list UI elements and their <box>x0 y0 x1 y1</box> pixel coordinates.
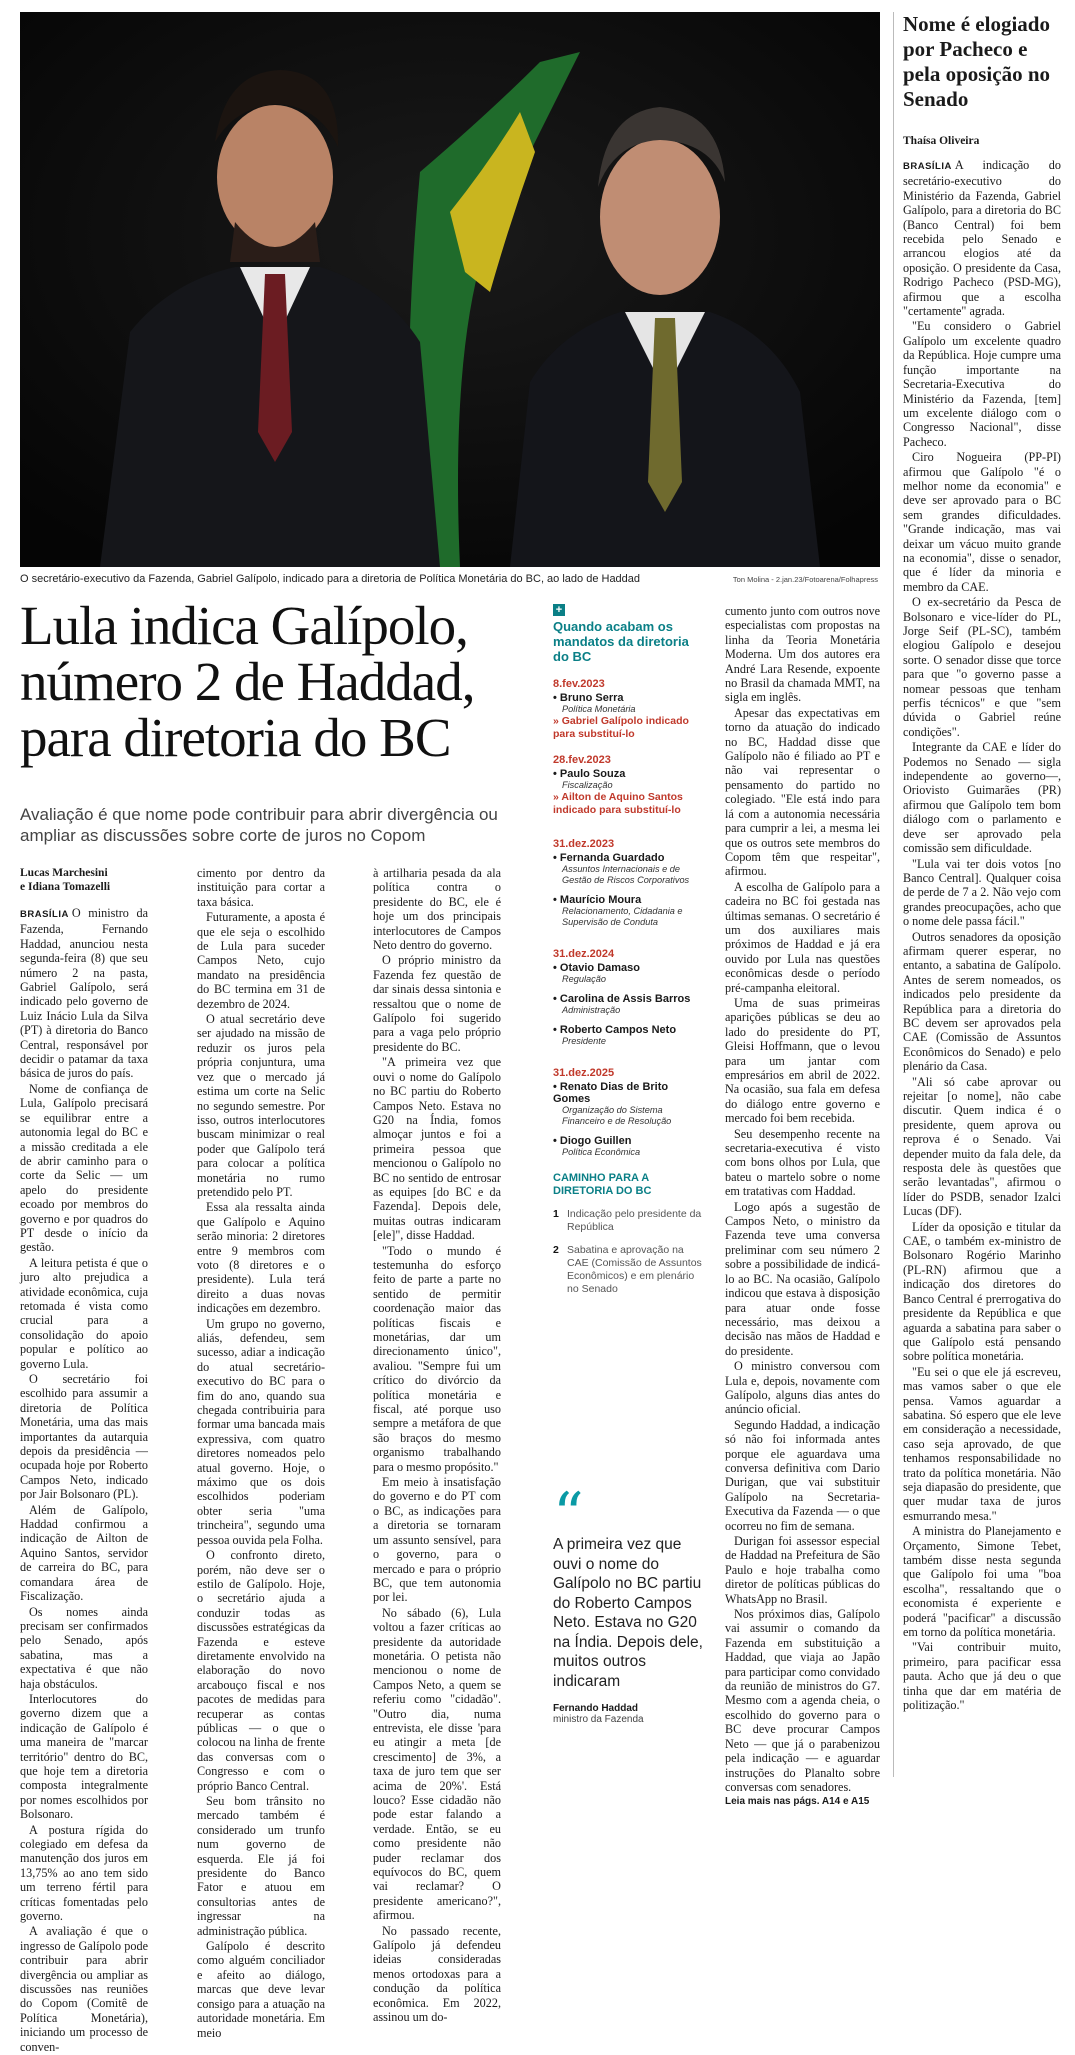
dateline: BRASÍLIA <box>20 909 69 920</box>
paragraph: O ministro conversou com Lula e, depois, novamente com Galípolo, alguns dias antes do anúncio oficial. <box>725 1359 880 1417</box>
paragraph: "Lula vai ter dois votos [no Banco Central]. Qualquer coisa de perde de 7 a 2. Não vejo com grandes preocupações, acho que o nome dele passa fácil." <box>903 856 1061 929</box>
paragraph: O ex-secretário da Pesca de Bolsonaro e vice-líder do PL, Jorge Seif (PL-SC), também elogiou Galípolo e desejou sorte. O senador disse que torce para que "o governo passe a nomear pessoas que tenham perfis técnicos" e que "sem dúvida o Gabriel reúne condições". <box>903 595 1061 739</box>
quote-author: Fernando Haddad <box>553 1703 639 1714</box>
director-role: Regulação <box>562 974 606 984</box>
quote-author-role: ministro da Fazenda <box>553 1714 644 1725</box>
paragraph: "Todo o mundo é testemunha do esforço feito de parte a parte no sentido de permitir coordenação maior das políticas fiscais e monetárias, dar um direcionamento único", avaliou. "Sempre fui um crítico do divórcio da política monetária e fiscal, até porque uso sempre a metáfora de que são braços do mesmo organismo trabalhando para o mesmo propósito." <box>373 1243 501 1474</box>
paragraph: "Eu considero o Gabriel Galípolo um excelente quadro da República. Hoje cumpre uma função importante na Secretaria-Executiva do Ministério da Fazenda, [tem] um excelente diálogo com o Congresso Nacional", disse Pacheco. <box>903 319 1061 449</box>
author-2: e Idiana Tomazelli <box>20 881 111 893</box>
mandates-timeline: + Quando acabam os mandatos da diretoria do BC 8.fev.2023 • Bruno Serra Política Monetária » Gabriel Galípolo indicado para substituí-lo 28.fev.2023 • Paulo Souza Fiscalização » Ailton de Aquino Santos indicado para substituí-lo 31.dez.2023 • Fernanda Guardado Assuntos Internacionais e de Gestão de Riscos Corporativos • Maurício Moura Relacionamento, Cidadania e Supervisão de Conduta 31.dez.2024 • Otavio Damaso Regulação • Carolina de Assis Barros Administração • Roberto Campos Neto Presidente 31.dez.2025 • Renato Dias de Brito Gomes Organização do Sistema Financeiro e de Resolução • Diogo Guillen Política Econômica CAMINHO PARA A DIRETORIA DO BC 1 Indicação pelo presidente da República 2 Sabatina e aprovação na CAE (Comissão de Assuntos Econômicos) e em plenário no Senado <box>553 604 702 1295</box>
article-column-3 <box>373 866 501 2026</box>
author-1: Lucas Marchesini <box>20 867 108 879</box>
director-name: Renato Dias de Brito Gomes <box>553 1081 669 1105</box>
paragraph: O ministro da Fazenda, Fernando Haddad, anunciou nesta segunda-feira (8) que seu número 2 na pasta, Gabriel Galípolo, será indicado pelo governo de Luiz Inácio Lula da Silva (PT) à diretoria do Banco Central, responsável por decidir o patamar da taxa básica de juros do país. <box>20 906 148 1081</box>
director-name: Otavio Damaso <box>559 962 641 974</box>
subheadline: Avaliação é que nome pode contribuir para abrir divergência ou ampliar as discussões sobre corte de juros no Copom <box>20 805 498 845</box>
byline <box>20 866 148 894</box>
plus-icon: + <box>553 604 565 616</box>
paragraph: Outros senadores da oposição afirmam querer esperar, no entanto, a sabatina de Galípolo. Antes de serem nomeados, os indicados pelo presidente da República para a diretoria do BC devem ser aprovados pela CAE (Comissão de Assuntos Econômicos do Senado) e pelo plenário da Casa. <box>903 929 1061 1074</box>
photo-illustration <box>20 12 880 567</box>
paragraph: Essa ala ressalta ainda que Galípolo e Aquino serão minoria: 2 diretores entre 9 membros com voto (8 diretores e o presidente). Lula terá direito a duas novas indicações em dezembro. <box>197 1200 325 1316</box>
director-role: Política Monetária <box>562 704 636 714</box>
paragraph: Um grupo no governo, aliás, defendeu, sem sucesso, adiar a indicação do atual secretário-executivo do BC para o fim do ano, quando sua chegada contribuiria para formar uma bancada mais expressiva, com quatro diretores nomeados pelo atual governo. Hoje, o máximo que os dois escolhidos poderiam obter seria "uma trincheira", segundo uma pessoa ouvida pela Folha. <box>197 1316 325 1547</box>
paragraph: A escolha de Galípolo para a cadeira no BC foi gestada nas últimas semanas. O secretário é um dos auxiliares mais próximos de Haddad e já era ouvido por Lula nas questões econômicas desde o período pré-campanha eleitoral. <box>725 879 880 995</box>
paragraph: A indicação do secretário-executivo do Ministério da Fazenda, Gabriel Galípolo, para a diretoria do BC (Banco Central) foi bem recebida pelo Senado e arrancou elogios até da oposição. O presidente da Casa, Rodrigo Pacheco (PSD-MG), afirmou que a escolha "certamente" agrada. <box>903 158 1061 319</box>
photo-caption <box>20 573 880 589</box>
side-story <box>903 12 1061 1713</box>
paragraph: cumento junto com outros nove especialistas com propostas na linha da Teoria Monetária Moderna. Um dos autores era André Lara Resende, expoente no Brasil da chamada MMT, na sigla em inglês. <box>725 604 880 705</box>
director-name: Paulo Souza <box>559 768 626 780</box>
paragraph: Em meio à insatisfação do governo e do PT com o BC, as indicações para a diretoria se tornaram um assunto sensível, para o governo, para o mercado e para o próprio BC, que tem autonomia por lei. <box>373 1475 501 1605</box>
step-number: 1 <box>553 1208 559 1220</box>
paragraph: "Eu sei o que ele já escreveu, mas vamos saber o que ele pensa. Vamos aguardar a sabatina. Só espero que ele leve em consideração a necessidade, caso seja aprovado, de que tenhamos responsabilidade no trato da política monetária. Não seja diapasão do presidente, que quer mudar taxa de juros esmurrando mesa." <box>903 1364 1061 1523</box>
paragraph: Nos próximos dias, Galípolo vai assumir o comando da Fazenda em substituição a Haddad, que viaja ao Japão para participar como convidado da reunião de ministros do G7. Mesmo com a agenda cheia, o escolhido do governo para o BC deve procurar Campos Neto — que já o parabenizou pela indicação — e aguardar instruções do Planalto sobre conversas com senadores. <box>725 1607 880 1794</box>
paragraph: O secretário foi escolhido para assumir a diretoria de Política Monetária, uma das mais importantes da autarquia depois da presidência — ocupada hoje por Roberto Campos Neto, indicado por Jair Bolsonaro (PL). <box>20 1372 148 1502</box>
side-byline: Thaísa Oliveira <box>903 135 980 147</box>
paragraph: No sábado (6), Lula voltou a fazer críticas ao presidente da autoridade monetária. O petista não mencionou o nome de Campos Neto, a quem se referiu como "cidadão". "Outro dia, numa entrevista, ele disse 'para eu atingir a meta [de crescimento] de 3%, a taxa de juro tem que ser acima de 20%'. Está louco? Esse cidadão não pode estar falando a verdade. Então, se eu como presidente não puder reclamar dos equívocos do BC, quem vai reclamar? O presidente americano?", afirmou. <box>373 1605 501 1923</box>
paragraph: Integrante da CAE e líder do Podemos no Senado — sigla independente ao governo—, Oriovisto Guimarães (PR) afirmou que Galípolo tem bom diálogo com o parlamento e deve ser aprovado pela comissão sem dificuldade. <box>903 740 1061 856</box>
paragraph: No passado recente, Galípolo já defendeu ideias consideradas menos ortodoxas para a condução da política econômica. Em 2022, assinou um do- <box>373 1923 501 2025</box>
article-column-4 <box>725 604 880 1807</box>
director-name: Roberto Campos Neto <box>559 1024 677 1036</box>
director-name: Diogo Guillen <box>559 1135 632 1147</box>
paragraph: Seu bom trânsito no mercado também é considerado um trunfo num governo de esquerda. Ele já foi presidente do Banco Fator e atuou em consultorias antes de ingressar na administração pública. <box>197 1794 325 1938</box>
paragraph: Seu desempenho recente na secretaria-executiva é visto com bons olhos por Lula, que bateu o martelo sobre o nome em tratativas com Haddad. <box>725 1126 880 1199</box>
timeline-note: » Gabriel Galípolo indicado para substituí-lo <box>553 715 689 740</box>
director-role: Organização do Sistema Financeiro e de Resolução <box>562 1105 672 1126</box>
path-step <box>553 1208 703 1234</box>
director-name: Bruno Serra <box>559 692 624 704</box>
director-role: Presidente <box>562 1036 606 1046</box>
photo-credit: Ton Molina - 2.jan.23/Fotoarena/Folhapress <box>732 575 878 584</box>
article-column-2 <box>197 866 325 2041</box>
director-role: Administração <box>562 1005 621 1015</box>
article-column-1 <box>20 866 148 2055</box>
quote-mark-icon: “ <box>553 1480 584 1550</box>
read-more: Leia mais nas págs. A14 e A15 <box>725 1796 870 1808</box>
paragraph: Futuramente, a aposta é que ele seja o escolhido de Lula para suceder Campos Neto, cujo mandato na presidência do BC termina em 31 de dezembro de 2024. <box>197 910 325 1011</box>
path-step <box>553 1244 703 1296</box>
paragraph: "Ali só cabe aprovar ou rejeitar [o nome], não cabe discutir. Quem indica é o presidente, quem aprova ou reprova é o Senado. Vai depender muito da fala dele, da resposta dele às questões que serão levantadas", afirmou o líder do PSDB, senador Izalci Lucas (DF). <box>903 1074 1061 1219</box>
side-body <box>903 158 1061 1712</box>
director-name: Carolina de Assis Barros <box>559 993 691 1005</box>
pull-quote <box>553 1480 705 1725</box>
paragraph: A ministra do Planejamento e Orçamento, Simone Tebet, também disse nesta segunda que Galípolo foi uma "boa escolha", ressaltando que o economista é experiente e poderá "pacificar" a discussão em torno da política monetária. <box>903 1524 1061 1640</box>
paragraph: à artilharia pesada da ala política contra o presidente do BC, ele é hoje um dos principais interlocutores de Campos Neto dentro do governo. <box>373 866 501 953</box>
paragraph: Segundo Haddad, a indicação só não foi informada antes porque ele aguardava uma conversa definitiva com Dario Durigan, que vai substituir Galípolo na Secretaria-Executiva da Fazenda — o que ocorreu no fim de semana. <box>725 1417 880 1533</box>
side-headline: Nome é elogiado por Pacheco e pela oposição no Senado <box>903 12 1051 111</box>
paragraph: cimento por dentro da instituição para cortar a taxa básica. <box>197 866 325 909</box>
director-name: Fernanda Guardado <box>559 852 665 864</box>
paragraph: "A primeira vez que ouvi o nome do Galípolo no BC partiu do Roberto Campos Neto. Estava no G20 na Índia, fomos almoçar juntos e foi a primeira pessoa que mencionou o Galípolo no BC no sentido de entrosar as equipes [do BC e da Fazenda]. Depois dele, muitas outras indicaram [ele]", disse Haddad. <box>373 1055 501 1243</box>
director-role: Relacionamento, Cidadania e Supervisão de Conduta <box>562 906 683 927</box>
timeline-date: 31.dez.2025 <box>553 1067 615 1079</box>
timeline-date: 31.dez.2023 <box>553 838 615 850</box>
director-role: Assuntos Internacionais e de Gestão de Riscos Corporativos <box>562 864 690 885</box>
step-number: 2 <box>553 1244 559 1256</box>
news-photo <box>20 12 880 567</box>
timeline-date: 8.fev.2023 <box>553 678 605 690</box>
director-role: Política Econômica <box>562 1147 641 1157</box>
paragraph: Além de Galípolo, Haddad confirmou a indicação de Ailton de Aquino Santos, servidor de carreira do BC, para comandara área de Fiscalização. <box>20 1502 148 1604</box>
paragraph: Logo após a sugestão de Campos Neto, o ministro da Fazenda teve uma conversa preliminar com seu número 2 sobre a possibilidade de indicá-lo ao BC. Na ocasião, Galípolo indicou que estava à disposição para atuar onde fosse necessário, mas deixou a decisão nas mãos de Haddad e do presidente. <box>725 1199 880 1358</box>
timeline-date: 31.dez.2024 <box>553 948 615 960</box>
paragraph: Nome de confiança de Lula, Galípolo precisará se equilibrar entre a autonomia legal do BC e a missão creditada a ele de abrir caminho para o corte da Selic — um apelo do presidente ecoado por membros do governo e por quadros do PT desde o início da gestão. <box>20 1081 148 1255</box>
quote-text: A primeira vez que ouvi o nome do Galípolo no BC partiu do Roberto Campos Neto. Estava no G20 na Índia. Depois dele, muitos outros indicaram <box>553 1536 703 1690</box>
paragraph: A leitura petista é que o juro alto prejudica a atividade econômica, cuja retomada é vista como crucial para a consolidação do apoio popular e político ao governo Lula. <box>20 1255 148 1371</box>
paragraph: O próprio ministro da Fazenda fez questão de dar sinais dessa sintonia e ressaltou que o nome de Galípolo foi sugerido para a vaga pelo próprio presidente do BC. <box>373 953 501 1054</box>
paragraph: Líder da oposição e titular da CAE, o também ex-ministro de Bolsonaro Rogério Marinho (PL-RN) afirmou que a indicação dos diretores do Banco Central é prerrogativa do presidente da República e que aguarda a sabatina para saber o que Galípolo está pensando sobre política monetária. <box>903 1219 1061 1364</box>
paragraph: A postura rígida do colegiado em defesa da manutenção dos juros em 13,75% ao ano tem sido um terreno fértil para críticas fomentadas pelo governo. <box>20 1822 148 1924</box>
paragraph: Interlocutores do governo dizem que a indicação de Galípolo é uma maneira de "marcar território" dentro do BC, que hoje tem a diretoria composta integralmente por nomes escolhidos por Bolsonaro. <box>20 1691 148 1822</box>
step-text: Sabatina e aprovação na CAE (Comissão de Assuntos Econômicos) e em plenário no Senado <box>567 1244 702 1295</box>
director-role: Fiscalização <box>562 780 613 790</box>
timeline-title: Quando acabam os mandatos da diretoria do BC <box>553 619 689 664</box>
paragraph: Os nomes ainda precisam ser confirmados pelo Senado, após sabatina, mas a expectativa é que não haja obstáculos. <box>20 1604 148 1691</box>
timeline-note: » Ailton de Aquino Santos indicado para substituí-lo <box>553 791 683 816</box>
paragraph: Uma de suas primeiras aparições públicas se deu ao lado do presidente do PT, Gleisi Hoffmann, que o levou para um jantar com empresários em abril de 2022. Na ocasião, sua fala em defesa do diálogo entre governo e mercado foi bem recebida. <box>725 995 880 1126</box>
column-divider <box>893 12 894 1777</box>
paragraph: A avaliação é que o ingresso de Galípolo pode contribuir para abrir divergência ou ampliar as discussões nas reuniões do Copom (Comitê de Política Monetária), iniciando um processo de conven- <box>20 1924 148 2054</box>
side-dateline: BRASÍLIA <box>903 161 952 172</box>
director-name: Maurício Moura <box>559 894 642 906</box>
paragraph: Apesar das expectativas em torno da atuação do indicado no BC, Haddad disse que Galípolo não é filiado ao PT e não vai representar o pensamento do partido no colegiado. "Ele está indo para lá com a autonomia necessária para cumprir a lei, a mesma lei que os outros sete membros do Copom têm que respeitar", afirmou. <box>725 705 880 879</box>
step-text: Indicação pelo presidente da República <box>567 1208 702 1233</box>
main-headline: Lula indica Galípolo, número 2 de Haddad, para diretoria do BC <box>20 595 475 768</box>
path-title: CAMINHO PARA A DIRETORIA DO BC <box>553 1172 652 1197</box>
paragraph: O atual secretário deve ser ajudado na missão de reduzir os juros pela própria conjuntura, uma vez que o mercado já estima um corte na Selic no segundo semestre. Por isso, outros interlocutores buscam minimizar o real poder que Galípolo terá para colocar a política monetária no rumo pretendido pelo PT. <box>197 1012 325 1199</box>
paragraph: O confronto direto, porém, não deve ser o estilo de Galípolo. Hoje, o secretário ajuda a conduzir todas as discussões estratégicas da Fazenda e esteve diretamente envolvido na elaboração do novo arcabouço fiscal e nos pacotes de medidas para recuperar as contas públicas — o que o colocou na linha de frente das conversas com o Congresso e com o próprio Banco Central. <box>197 1548 325 1793</box>
paragraph: Ciro Nogueira (PP-PI) afirmou que Galípolo "é o melhor nome da economia" e deve ser aprovado para o BC sem grandes dificuldades. "Grande indicação, mas vai deixar um vácuo muito grande na economia", disse o senador, que é líder da minoria e membro da CAE. <box>903 450 1061 594</box>
paragraph: Durigan foi assessor especial de Haddad na Prefeitura de São Paulo e hoje trabalha como diretor de políticas públicas do WhatsApp no Brasil. <box>725 1534 880 1606</box>
timeline-date: 28.fev.2023 <box>553 754 611 766</box>
paragraph: "Vai contribuir muito, primeiro, para pacificar essa pauta. Acho que já deu o que tinha que dar em matéria de politização." <box>903 1640 1061 1713</box>
caption-text: O secretário-executivo da Fazenda, Gabriel Galípolo, indicado para a diretoria de Política Monetária do BC, ao lado de Haddad <box>20 573 641 585</box>
paragraph: Galípolo é descrito como alguém conciliador e afeito ao diálogo, marcas que deve levar consigo para a atuação na autoridade monetária. Em meio <box>197 1939 325 2040</box>
